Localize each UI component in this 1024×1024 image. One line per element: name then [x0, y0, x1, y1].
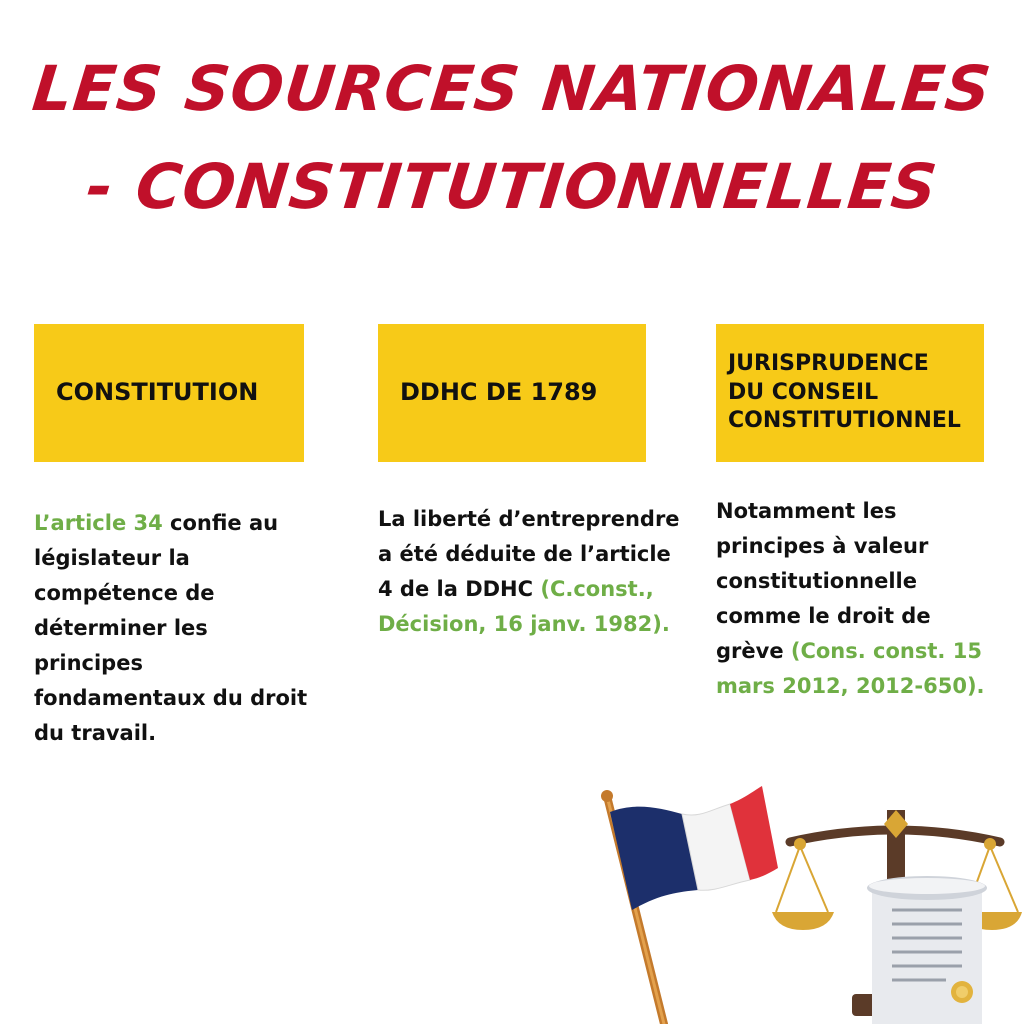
box-jurisprudence	[716, 324, 984, 462]
page-title-line1: LES SOURCES NATIONALES	[29, 52, 995, 125]
column-ddhc-citation: (C.const., Décision, 16 janv. 1982).	[378, 577, 670, 636]
column-constitution-body: confie au législateur la compétence de déterminer les principes fondamentaux du droit du travail.	[34, 511, 308, 745]
box-jurisprudence-label: JURISPRUDENCE DU CONSEIL CONSTITUTIONNEL	[728, 351, 961, 434]
box-ddhc-label: DDHC DE 1789	[400, 378, 598, 407]
box-constitution-label: CONSTITUTION	[56, 378, 259, 407]
column-jurisprudence-text	[716, 494, 996, 704]
column-ddhc-text	[378, 502, 688, 642]
page-title-line2: - CONSTITUTIONNELLES	[83, 150, 942, 223]
illustration	[590, 780, 1024, 1024]
column-jurisprudence-body: Notamment les principes à valeur constitutionnelle comme le droit de grève	[716, 499, 931, 663]
scroll-document-icon	[867, 876, 987, 1024]
column-constitution-text	[34, 506, 314, 751]
column-ddhc-body: La liberté d’entreprendre a été déduite de l’article 4 de la DDHC	[378, 507, 680, 601]
french-flag-icon	[601, 786, 778, 1024]
box-ddhc	[378, 324, 646, 462]
box-constitution	[34, 324, 304, 462]
column-jurisprudence-citation: (Cons. const. 15 mars 2012, 2012-650).	[716, 639, 985, 698]
article-34-highlight: L’article 34	[34, 511, 163, 535]
